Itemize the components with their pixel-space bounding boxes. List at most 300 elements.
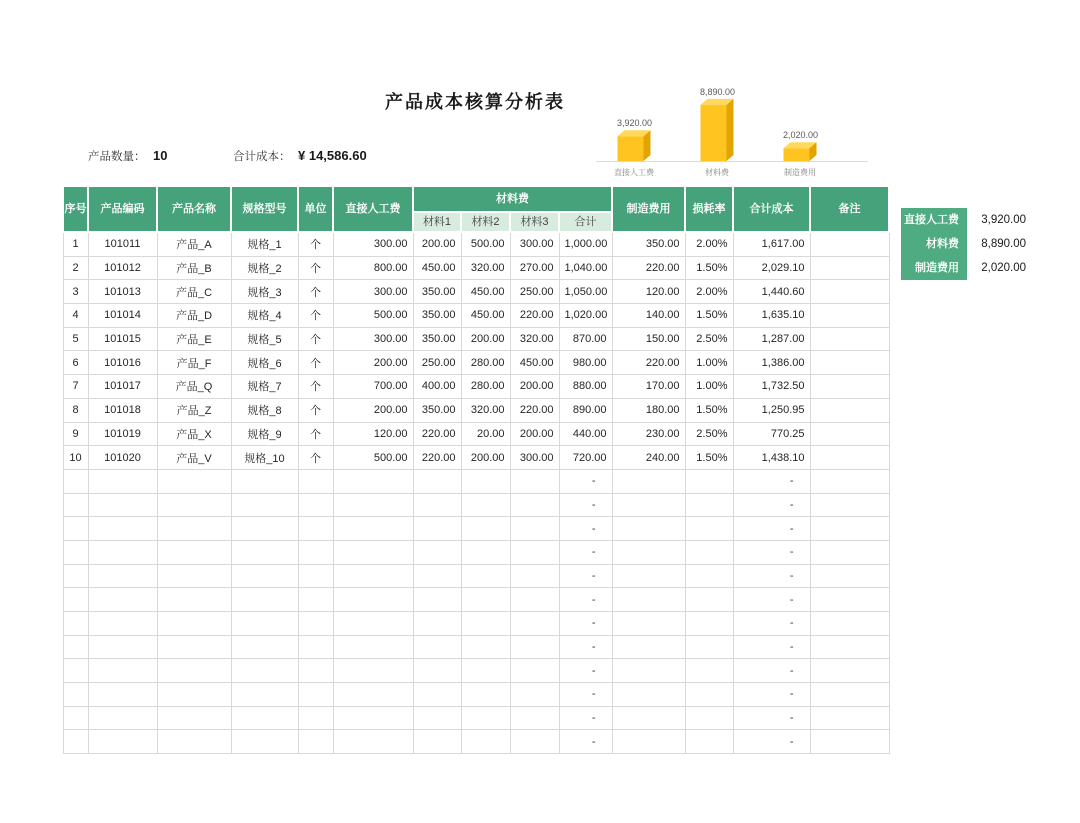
cell[interactable]: - bbox=[733, 469, 810, 493]
cell[interactable]: 10 bbox=[63, 446, 88, 470]
cell[interactable]: - bbox=[559, 540, 612, 564]
cell[interactable]: 101012 bbox=[88, 256, 157, 280]
cell[interactable] bbox=[63, 469, 88, 493]
col-header-direct-labor[interactable]: 直接人工费 bbox=[333, 186, 413, 232]
cell[interactable] bbox=[298, 730, 333, 754]
cell[interactable] bbox=[685, 730, 733, 754]
cell[interactable] bbox=[298, 517, 333, 541]
cell[interactable]: 300.00 bbox=[510, 232, 559, 256]
legend-item-material[interactable]: 材料费 bbox=[926, 238, 959, 250]
cell[interactable] bbox=[685, 564, 733, 588]
cell[interactable] bbox=[88, 517, 157, 541]
cell[interactable] bbox=[510, 683, 559, 707]
cell[interactable]: 1,635.10 bbox=[733, 304, 810, 328]
cell[interactable]: 2.00% bbox=[685, 280, 733, 304]
cell[interactable] bbox=[231, 706, 298, 730]
cell[interactable]: - bbox=[733, 517, 810, 541]
cell[interactable] bbox=[810, 659, 889, 683]
cell[interactable]: 规格_7 bbox=[231, 375, 298, 399]
cell[interactable]: 350.00 bbox=[413, 327, 461, 351]
cell[interactable] bbox=[231, 635, 298, 659]
cell[interactable] bbox=[685, 517, 733, 541]
cell[interactable]: - bbox=[733, 683, 810, 707]
cell[interactable]: - bbox=[559, 517, 612, 541]
cell[interactable] bbox=[461, 540, 510, 564]
cell[interactable] bbox=[157, 730, 231, 754]
cell[interactable]: - bbox=[733, 588, 810, 612]
cell[interactable]: 101018 bbox=[88, 398, 157, 422]
cell[interactable] bbox=[63, 635, 88, 659]
cell[interactable] bbox=[810, 612, 889, 636]
cell[interactable]: 规格_9 bbox=[231, 422, 298, 446]
cell[interactable] bbox=[612, 588, 685, 612]
cell[interactable]: 350.00 bbox=[413, 304, 461, 328]
cell[interactable]: 101013 bbox=[88, 280, 157, 304]
cell[interactable] bbox=[63, 659, 88, 683]
cell[interactable] bbox=[413, 612, 461, 636]
col-header-product-name[interactable]: 产品名称 bbox=[157, 186, 231, 232]
cost-bar-chart[interactable] bbox=[592, 86, 872, 191]
cell[interactable]: 个 bbox=[298, 327, 333, 351]
cell[interactable]: 180.00 bbox=[612, 398, 685, 422]
cell[interactable] bbox=[510, 469, 559, 493]
cell[interactable]: 101014 bbox=[88, 304, 157, 328]
cell[interactable] bbox=[63, 493, 88, 517]
cell[interactable] bbox=[612, 493, 685, 517]
cell[interactable] bbox=[685, 635, 733, 659]
cell[interactable] bbox=[333, 706, 413, 730]
cell[interactable]: 个 bbox=[298, 256, 333, 280]
cell[interactable] bbox=[810, 588, 889, 612]
cell[interactable] bbox=[157, 469, 231, 493]
cell[interactable]: 个 bbox=[298, 232, 333, 256]
cell[interactable]: 270.00 bbox=[510, 256, 559, 280]
cell[interactable] bbox=[231, 517, 298, 541]
cell[interactable] bbox=[413, 564, 461, 588]
cell[interactable] bbox=[510, 659, 559, 683]
cell[interactable] bbox=[333, 730, 413, 754]
cell[interactable]: 280.00 bbox=[461, 351, 510, 375]
cell[interactable] bbox=[88, 730, 157, 754]
cell[interactable] bbox=[810, 422, 889, 446]
cell[interactable]: 1,438.10 bbox=[733, 446, 810, 470]
cell[interactable] bbox=[810, 256, 889, 280]
cell[interactable]: 101016 bbox=[88, 351, 157, 375]
cell[interactable]: - bbox=[733, 540, 810, 564]
cell[interactable]: 1,050.00 bbox=[559, 280, 612, 304]
cell[interactable] bbox=[231, 659, 298, 683]
cell[interactable] bbox=[461, 659, 510, 683]
cell[interactable] bbox=[63, 706, 88, 730]
cell[interactable]: - bbox=[559, 659, 612, 683]
cell[interactable] bbox=[157, 588, 231, 612]
cell[interactable]: 产品_C bbox=[157, 280, 231, 304]
cell[interactable] bbox=[88, 493, 157, 517]
cell[interactable] bbox=[333, 517, 413, 541]
cell[interactable]: - bbox=[559, 493, 612, 517]
cell[interactable]: 101015 bbox=[88, 327, 157, 351]
cell[interactable]: 150.00 bbox=[612, 327, 685, 351]
cell[interactable] bbox=[88, 588, 157, 612]
cell[interactable]: 200.00 bbox=[461, 446, 510, 470]
cell[interactable] bbox=[510, 517, 559, 541]
col-header-loss-rate[interactable]: 损耗率 bbox=[685, 186, 733, 232]
cell[interactable] bbox=[157, 659, 231, 683]
legend-item-direct-labor[interactable]: 直接人工费 bbox=[904, 214, 959, 226]
cell[interactable] bbox=[413, 493, 461, 517]
col-header-product-code[interactable]: 产品编码 bbox=[88, 186, 157, 232]
cell[interactable] bbox=[510, 612, 559, 636]
cell[interactable]: 产品_E bbox=[157, 327, 231, 351]
cell[interactable] bbox=[612, 635, 685, 659]
cell[interactable]: 880.00 bbox=[559, 375, 612, 399]
cell[interactable]: - bbox=[733, 564, 810, 588]
cell[interactable] bbox=[510, 493, 559, 517]
cell[interactable] bbox=[810, 398, 889, 422]
cell[interactable] bbox=[231, 730, 298, 754]
cell[interactable]: 890.00 bbox=[559, 398, 612, 422]
col-header-material2[interactable]: 材料2 bbox=[461, 212, 510, 232]
cell[interactable] bbox=[612, 706, 685, 730]
cell[interactable] bbox=[157, 564, 231, 588]
cell[interactable]: 产品_Q bbox=[157, 375, 231, 399]
cell[interactable]: 250.00 bbox=[510, 280, 559, 304]
cell[interactable] bbox=[157, 612, 231, 636]
cell[interactable] bbox=[413, 540, 461, 564]
cell[interactable]: 8 bbox=[63, 398, 88, 422]
cell[interactable]: 1.00% bbox=[685, 375, 733, 399]
cell[interactable]: 产品_X bbox=[157, 422, 231, 446]
cell[interactable]: 2 bbox=[63, 256, 88, 280]
cell[interactable]: 1,386.00 bbox=[733, 351, 810, 375]
cell[interactable]: - bbox=[733, 730, 810, 754]
cell[interactable] bbox=[157, 683, 231, 707]
cell[interactable]: 200.00 bbox=[461, 327, 510, 351]
cell[interactable] bbox=[612, 540, 685, 564]
cell[interactable]: 1,440.60 bbox=[733, 280, 810, 304]
cell[interactable]: 5 bbox=[63, 327, 88, 351]
cell[interactable]: 1,000.00 bbox=[559, 232, 612, 256]
cell[interactable]: 1.50% bbox=[685, 398, 733, 422]
cell[interactable]: 个 bbox=[298, 398, 333, 422]
cell[interactable] bbox=[461, 517, 510, 541]
cell[interactable] bbox=[685, 469, 733, 493]
cell[interactable]: 500.00 bbox=[461, 232, 510, 256]
cell[interactable] bbox=[88, 540, 157, 564]
cell[interactable] bbox=[298, 635, 333, 659]
cell[interactable] bbox=[413, 706, 461, 730]
cell[interactable]: 300.00 bbox=[333, 280, 413, 304]
cell[interactable] bbox=[810, 469, 889, 493]
cell[interactable]: 1,617.00 bbox=[733, 232, 810, 256]
cell[interactable] bbox=[510, 564, 559, 588]
cell[interactable] bbox=[461, 612, 510, 636]
cell[interactable] bbox=[810, 730, 889, 754]
cell[interactable] bbox=[810, 304, 889, 328]
cell[interactable] bbox=[333, 635, 413, 659]
cell[interactable] bbox=[333, 540, 413, 564]
cell[interactable] bbox=[63, 612, 88, 636]
cell[interactable] bbox=[63, 683, 88, 707]
cell[interactable]: 个 bbox=[298, 351, 333, 375]
cell[interactable] bbox=[413, 469, 461, 493]
cell[interactable]: 450.00 bbox=[510, 351, 559, 375]
cell[interactable] bbox=[810, 683, 889, 707]
cell[interactable] bbox=[298, 564, 333, 588]
cell[interactable]: 220.00 bbox=[413, 422, 461, 446]
cell[interactable]: 1.50% bbox=[685, 446, 733, 470]
cell[interactable] bbox=[810, 327, 889, 351]
cell[interactable] bbox=[298, 493, 333, 517]
cell[interactable]: 500.00 bbox=[333, 304, 413, 328]
cell[interactable] bbox=[461, 469, 510, 493]
cell[interactable] bbox=[612, 659, 685, 683]
cell[interactable]: 101017 bbox=[88, 375, 157, 399]
cell[interactable] bbox=[510, 706, 559, 730]
cell[interactable]: 300.00 bbox=[333, 327, 413, 351]
cell[interactable] bbox=[510, 540, 559, 564]
cell[interactable]: 个 bbox=[298, 375, 333, 399]
cell[interactable]: 产品_V bbox=[157, 446, 231, 470]
col-header-material3[interactable]: 材料3 bbox=[510, 212, 559, 232]
cell[interactable]: 规格_10 bbox=[231, 446, 298, 470]
cell[interactable]: 220.00 bbox=[612, 351, 685, 375]
cell[interactable]: 320.00 bbox=[461, 398, 510, 422]
cell[interactable]: 350.00 bbox=[413, 398, 461, 422]
cell[interactable] bbox=[461, 730, 510, 754]
cell[interactable] bbox=[413, 517, 461, 541]
cell[interactable] bbox=[231, 493, 298, 517]
cell[interactable] bbox=[810, 517, 889, 541]
cell[interactable] bbox=[413, 683, 461, 707]
col-header-manufacturing[interactable]: 制造费用 bbox=[612, 186, 685, 232]
cell[interactable]: - bbox=[733, 659, 810, 683]
cell[interactable] bbox=[63, 730, 88, 754]
col-header-total-cost[interactable]: 合计成本 bbox=[733, 186, 810, 232]
cell[interactable]: 1 bbox=[63, 232, 88, 256]
cell[interactable] bbox=[510, 635, 559, 659]
cell[interactable] bbox=[63, 517, 88, 541]
cell[interactable]: 350.00 bbox=[612, 232, 685, 256]
cell[interactable] bbox=[510, 730, 559, 754]
cell[interactable]: 3 bbox=[63, 280, 88, 304]
cell[interactable]: 300.00 bbox=[510, 446, 559, 470]
cell[interactable] bbox=[461, 588, 510, 612]
cell[interactable] bbox=[333, 588, 413, 612]
cell[interactable]: 7 bbox=[63, 375, 88, 399]
cell[interactable]: 250.00 bbox=[413, 351, 461, 375]
cell[interactable] bbox=[231, 683, 298, 707]
cell[interactable] bbox=[231, 469, 298, 493]
cell[interactable]: - bbox=[559, 683, 612, 707]
cell[interactable] bbox=[157, 517, 231, 541]
cell[interactable]: 规格_6 bbox=[231, 351, 298, 375]
cell[interactable] bbox=[88, 612, 157, 636]
cell[interactable]: 101019 bbox=[88, 422, 157, 446]
cell[interactable] bbox=[298, 469, 333, 493]
cell[interactable]: 200.00 bbox=[413, 232, 461, 256]
cell[interactable]: 1,040.00 bbox=[559, 256, 612, 280]
cell[interactable]: 2.50% bbox=[685, 422, 733, 446]
cell[interactable] bbox=[298, 683, 333, 707]
cell[interactable]: 440.00 bbox=[559, 422, 612, 446]
cell[interactable] bbox=[612, 517, 685, 541]
cell[interactable]: 产品_D bbox=[157, 304, 231, 328]
cell[interactable] bbox=[810, 706, 889, 730]
cell[interactable]: 320.00 bbox=[510, 327, 559, 351]
cell[interactable] bbox=[413, 659, 461, 683]
cell[interactable] bbox=[231, 564, 298, 588]
cell[interactable] bbox=[63, 564, 88, 588]
cell[interactable]: 300.00 bbox=[333, 232, 413, 256]
cell[interactable]: 101011 bbox=[88, 232, 157, 256]
cell[interactable]: - bbox=[733, 493, 810, 517]
cell[interactable] bbox=[810, 446, 889, 470]
cell[interactable] bbox=[685, 612, 733, 636]
cell[interactable] bbox=[810, 564, 889, 588]
col-header-spec[interactable]: 规格型号 bbox=[231, 186, 298, 232]
cell[interactable]: 个 bbox=[298, 280, 333, 304]
cell[interactable] bbox=[685, 683, 733, 707]
cell[interactable] bbox=[231, 540, 298, 564]
cell[interactable]: 规格_5 bbox=[231, 327, 298, 351]
cell[interactable] bbox=[157, 706, 231, 730]
cell[interactable]: 1,250.95 bbox=[733, 398, 810, 422]
cell[interactable]: 规格_4 bbox=[231, 304, 298, 328]
cell[interactable]: 1.50% bbox=[685, 256, 733, 280]
cell[interactable]: 产品_F bbox=[157, 351, 231, 375]
col-header-material1[interactable]: 材料1 bbox=[413, 212, 461, 232]
col-header-index[interactable]: 序号 bbox=[63, 186, 88, 232]
cell[interactable] bbox=[685, 540, 733, 564]
cell[interactable] bbox=[157, 493, 231, 517]
cell[interactable]: 280.00 bbox=[461, 375, 510, 399]
cell[interactable]: 450.00 bbox=[413, 256, 461, 280]
cell[interactable] bbox=[157, 540, 231, 564]
cell[interactable] bbox=[685, 706, 733, 730]
cell[interactable]: 规格_3 bbox=[231, 280, 298, 304]
cell[interactable] bbox=[461, 706, 510, 730]
cell[interactable]: - bbox=[559, 588, 612, 612]
cell[interactable] bbox=[810, 375, 889, 399]
cell[interactable]: 1.00% bbox=[685, 351, 733, 375]
cell[interactable]: 720.00 bbox=[559, 446, 612, 470]
cell[interactable]: 个 bbox=[298, 446, 333, 470]
cell[interactable] bbox=[63, 588, 88, 612]
cell[interactable] bbox=[298, 659, 333, 683]
cell[interactable] bbox=[685, 588, 733, 612]
cell[interactable]: 9 bbox=[63, 422, 88, 446]
cell[interactable]: 产品_B bbox=[157, 256, 231, 280]
cell[interactable] bbox=[612, 683, 685, 707]
cell[interactable] bbox=[298, 540, 333, 564]
cell[interactable]: - bbox=[559, 469, 612, 493]
cell[interactable]: 230.00 bbox=[612, 422, 685, 446]
cell[interactable] bbox=[333, 659, 413, 683]
cell[interactable]: 2.50% bbox=[685, 327, 733, 351]
cell[interactable]: 350.00 bbox=[413, 280, 461, 304]
cell[interactable]: 个 bbox=[298, 304, 333, 328]
cell[interactable]: - bbox=[733, 635, 810, 659]
cell[interactable]: - bbox=[559, 730, 612, 754]
cell[interactable]: 产品_Z bbox=[157, 398, 231, 422]
cell[interactable]: 个 bbox=[298, 422, 333, 446]
cell[interactable] bbox=[298, 706, 333, 730]
cell[interactable] bbox=[157, 635, 231, 659]
cell[interactable] bbox=[88, 469, 157, 493]
cell[interactable] bbox=[461, 493, 510, 517]
cell[interactable] bbox=[810, 351, 889, 375]
cell[interactable]: 101020 bbox=[88, 446, 157, 470]
cell[interactable] bbox=[612, 469, 685, 493]
cell[interactable]: 产品_A bbox=[157, 232, 231, 256]
cell[interactable] bbox=[413, 730, 461, 754]
cell[interactable] bbox=[685, 493, 733, 517]
chart-legend-box[interactable] bbox=[901, 208, 967, 280]
cell[interactable] bbox=[810, 540, 889, 564]
cell[interactable]: 6 bbox=[63, 351, 88, 375]
col-header-unit[interactable]: 单位 bbox=[298, 186, 333, 232]
cell[interactable] bbox=[63, 540, 88, 564]
cell[interactable] bbox=[231, 612, 298, 636]
cell[interactable] bbox=[333, 612, 413, 636]
cell[interactable]: 240.00 bbox=[612, 446, 685, 470]
cell[interactable] bbox=[810, 635, 889, 659]
cell[interactable]: 700.00 bbox=[333, 375, 413, 399]
cell[interactable] bbox=[510, 588, 559, 612]
cell[interactable]: 500.00 bbox=[333, 446, 413, 470]
cell[interactable]: 120.00 bbox=[612, 280, 685, 304]
cell[interactable] bbox=[88, 706, 157, 730]
cell[interactable] bbox=[612, 730, 685, 754]
cell[interactable]: 4 bbox=[63, 304, 88, 328]
cell[interactable]: - bbox=[559, 564, 612, 588]
cell[interactable] bbox=[298, 588, 333, 612]
cell[interactable]: - bbox=[559, 635, 612, 659]
cell[interactable] bbox=[333, 493, 413, 517]
cell[interactable]: 1,732.50 bbox=[733, 375, 810, 399]
cell[interactable]: 200.00 bbox=[333, 398, 413, 422]
cell[interactable] bbox=[612, 564, 685, 588]
cell[interactable] bbox=[461, 635, 510, 659]
cell[interactable]: - bbox=[559, 706, 612, 730]
cell[interactable] bbox=[88, 683, 157, 707]
legend-item-manufacturing[interactable]: 制造费用 bbox=[915, 262, 959, 274]
cell[interactable] bbox=[231, 588, 298, 612]
col-header-material-total[interactable]: 合计 bbox=[559, 212, 612, 232]
cell[interactable] bbox=[461, 683, 510, 707]
cell[interactable]: - bbox=[733, 612, 810, 636]
cell[interactable]: 220.00 bbox=[612, 256, 685, 280]
cell[interactable]: 2,029.10 bbox=[733, 256, 810, 280]
cell[interactable]: 1,020.00 bbox=[559, 304, 612, 328]
cell[interactable]: 320.00 bbox=[461, 256, 510, 280]
cell[interactable]: 450.00 bbox=[461, 304, 510, 328]
cell[interactable]: 规格_2 bbox=[231, 256, 298, 280]
cell[interactable] bbox=[612, 612, 685, 636]
cell[interactable]: 规格_1 bbox=[231, 232, 298, 256]
cell[interactable] bbox=[810, 493, 889, 517]
cell[interactable] bbox=[333, 564, 413, 588]
cell[interactable]: - bbox=[559, 612, 612, 636]
cell[interactable]: 1,287.00 bbox=[733, 327, 810, 351]
cell[interactable]: 220.00 bbox=[510, 398, 559, 422]
cell[interactable]: 800.00 bbox=[333, 256, 413, 280]
cell[interactable] bbox=[685, 659, 733, 683]
col-header-note[interactable]: 备注 bbox=[810, 186, 889, 232]
cell[interactable]: 20.00 bbox=[461, 422, 510, 446]
cell[interactable]: 170.00 bbox=[612, 375, 685, 399]
